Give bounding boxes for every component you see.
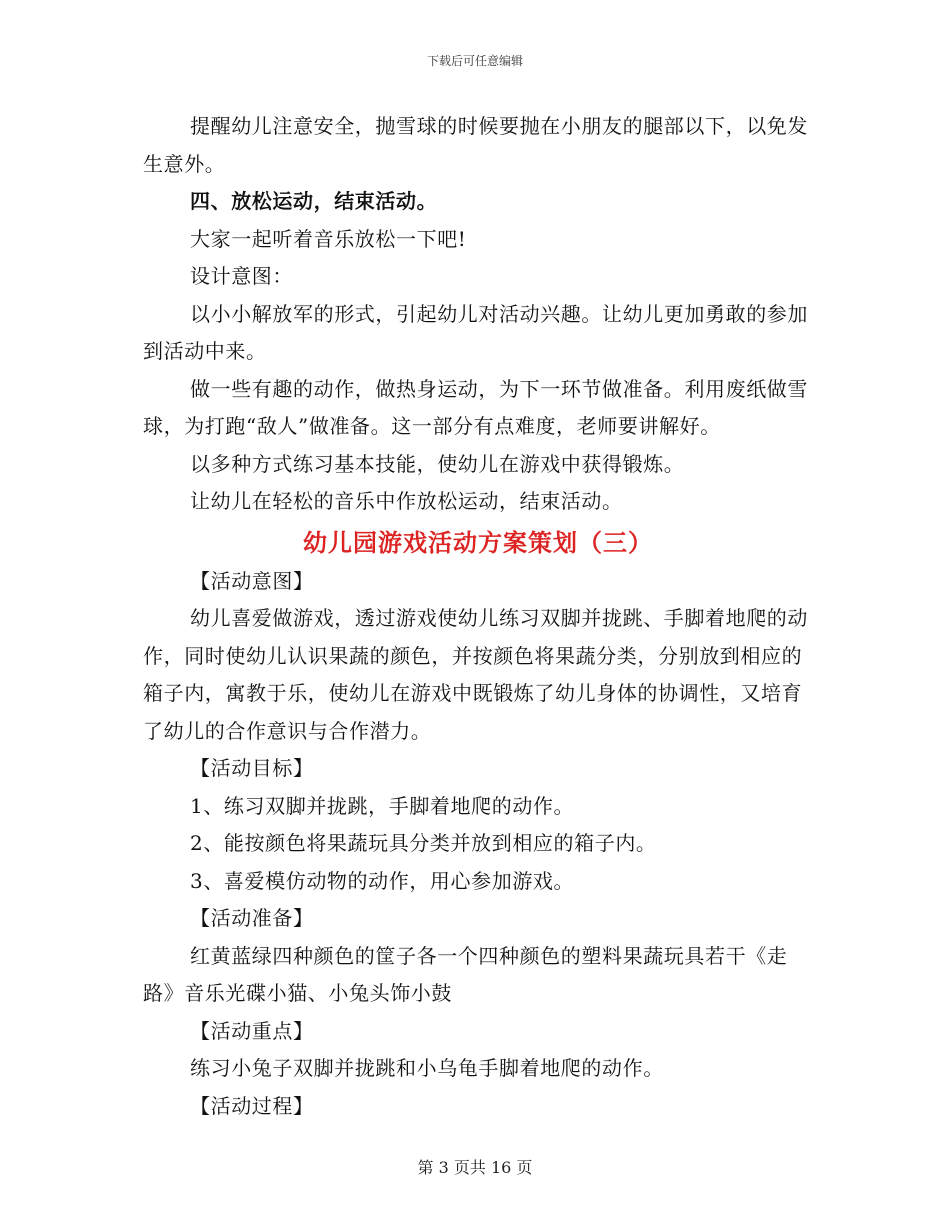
- paragraph-intent-3: 以多种方式练习基本技能，使幼儿在游戏中获得锻炼。: [190, 451, 685, 476]
- label-activity-goals: 【活动目标】: [190, 756, 314, 780]
- label-design-intent: 设计意图：: [190, 264, 293, 288]
- paragraph-safety-reminder: 提醒幼儿注意安全，抛雪球的时候要抛在小朋友的腿部以下，以免发生意外。: [143, 114, 808, 176]
- label-activity-preparation: 【活动准备】: [190, 906, 314, 930]
- goal-item-2: 2、能按颜色将果蔬玩具分类并放到相应的箱子内。: [190, 831, 657, 855]
- paragraph-intent-4: 让幼儿在轻松的音乐中作放松运动，结束活动。: [190, 489, 623, 513]
- paragraph-activity-intent: 幼儿喜爱做游戏，透过游戏使幼儿练习双脚并拢跳、手脚着地爬的动作，同时使幼儿认识果蔬的颜色，并按颜色将果蔬分类，分别放到相应的箱子内，寓教于乐，使幼儿在游戏中既锻炼了幼儿身体的协调性，又培育了幼儿的合作意识与合作潜力。: [143, 606, 808, 743]
- paragraph-preparation: 红黄蓝绿四种颜色的筐子各一个四种颜色的塑料果蔬玩具若干《走路》音乐光碟小猫、小兔头饰小鼓: [143, 943, 788, 1005]
- paragraph-relax-music: 大家一起听着音乐放松一下吧!: [190, 226, 467, 251]
- paragraph-focus: 练习小兔子双脚并拢跳和小乌龟手脚着地爬的动作。: [190, 1056, 664, 1080]
- goal-item-3: 3、喜爱模仿动物的动作，用心参加游戏。: [190, 868, 575, 893]
- label-activity-focus: 【活动重点】: [190, 1018, 314, 1043]
- section-title: 幼儿园游戏活动方案策划（三）: [303, 527, 653, 557]
- document-body: [143, 108, 813, 1125]
- paragraph-intent-1: 以小小解放军的形式，引起幼儿对活动兴趣。让幼儿更加勇敢的参加到活动中来。: [143, 301, 808, 363]
- paragraph-intent-2: 做一些有趣的动作，做热身运动，为下一环节做准备。利用废纸做雪球，为打跑“敌人”做准备。这一部分有点难度，老师要讲解好。: [143, 376, 808, 438]
- page-header: 下载后可任意编辑: [426, 54, 523, 68]
- goal-item-1: 1、练习双脚并拢跳，手脚着地爬的动作。: [190, 793, 575, 818]
- label-activity-intent: 【活动意图】: [190, 568, 314, 593]
- label-activity-process: 【活动过程】: [190, 1093, 314, 1118]
- page-footer: 第 3 页共 16 页: [417, 1158, 533, 1177]
- heading-step-four: 四、放松运动，结束活动。: [190, 189, 438, 213]
